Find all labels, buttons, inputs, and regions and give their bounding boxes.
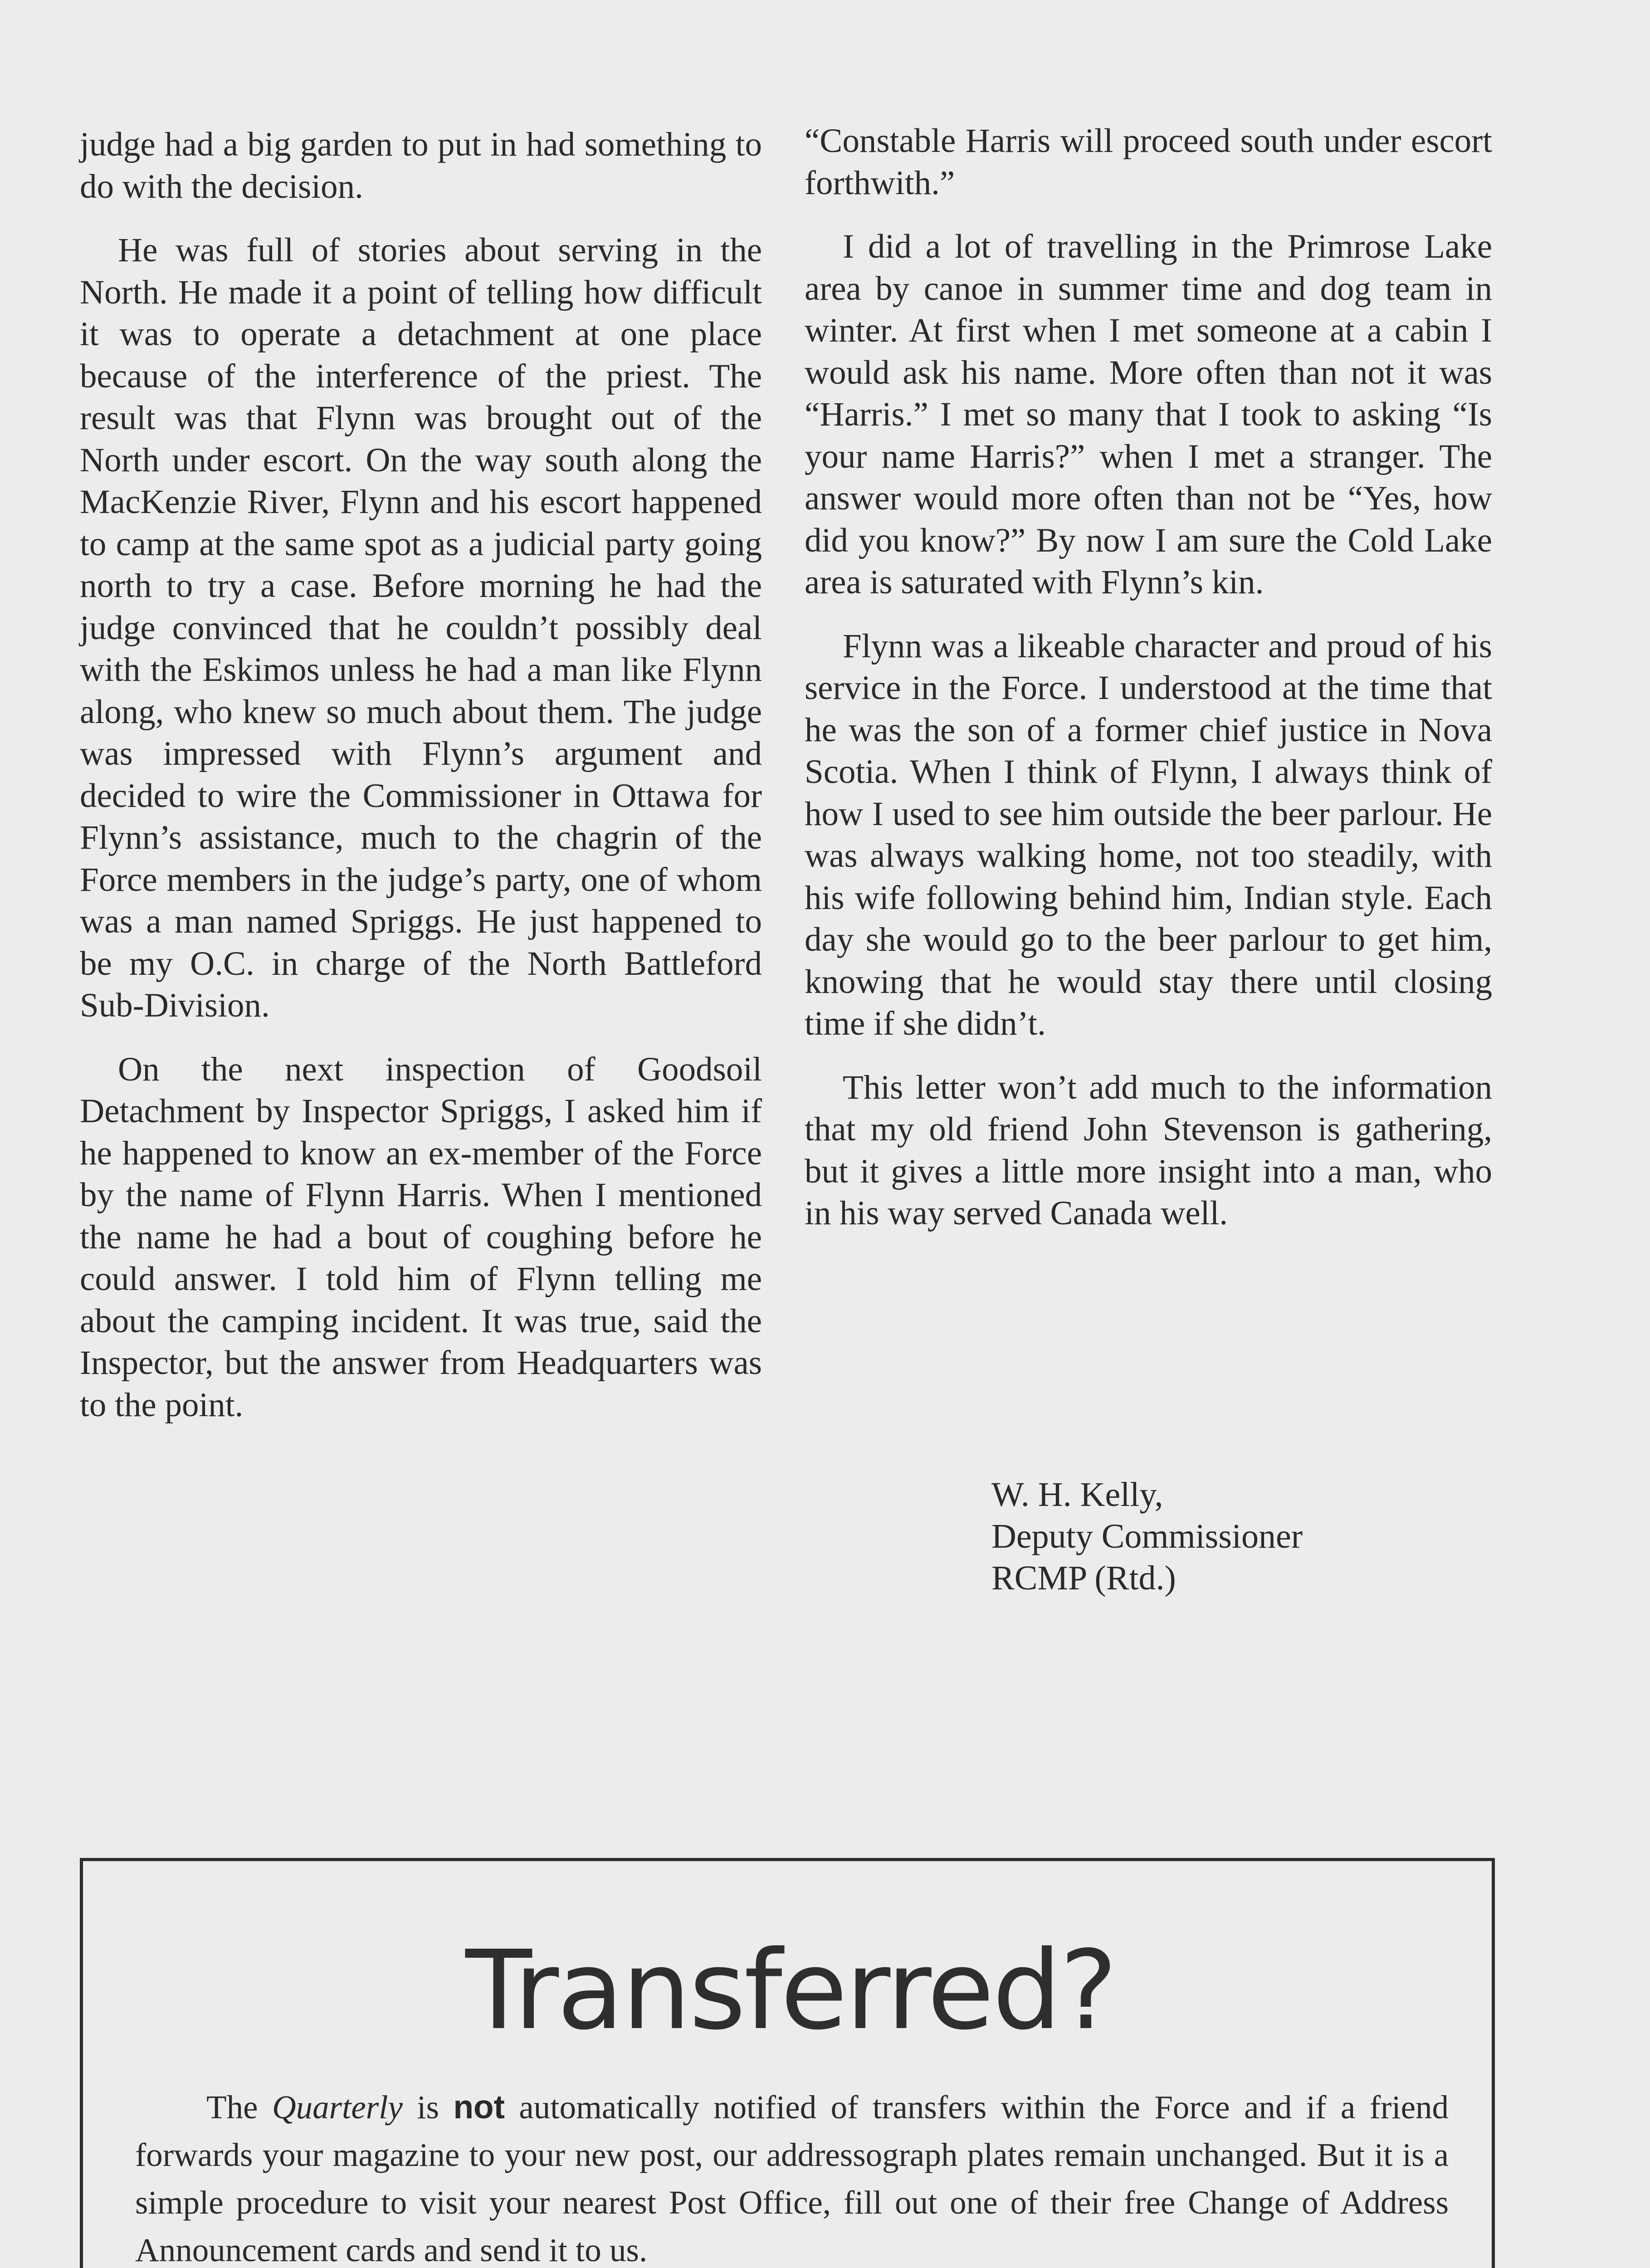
notice-text [135,2083,1449,2268]
right-column [805,120,1492,1256]
notice-text-start: The [206,2089,272,2126]
magazine-name: Quarterly [272,2089,403,2126]
notice-title: Transferred? [465,1927,1116,2054]
paragraph: On the next inspection of Goodsoil Detachment by Inspector Spriggs, I asked him if he happened to know an ex-member of the Force by the name of Flynn Harris. When I mentioned the name he had a bout of coughing before he could answer. I told him of Flynn telling me about the camping incident. It was true, said the Inspector, but the answer from Headquarters was to the point. [80,1050,762,1424]
signature-title: Deputy Commissioner [991,1517,1303,1555]
notice-text-connector: is [402,2089,454,2126]
paragraph: This letter won’t add much to the information that my old friend John Stevenson is gathering, but it gives a little more insight into a man, who in his way served Canada well. [805,1068,1492,1232]
emphasis-not: not [453,2089,505,2126]
transfer-notice-box [80,1858,1495,2268]
left-column [80,124,762,1448]
signature-affiliation: RCMP (Rtd.) [991,1559,1176,1597]
notice-text-rest: automatically notified of transfers within the Force and if a friend forwards your magazine to your new post, our addressograph plates remain unchanged. But it is a simple procedure to visit your nearest Post Office, fill out one of their free Change of Address Announcement cards and send it to us. [135,2089,1449,2268]
signature-name: W. H. Kelly, [991,1476,1163,1514]
paragraph: He was full of stories about serving in the North. He made it a point of telling how difficult it was to operate a detachment at one place because of the interference of the priest. The result was that Flynn was brought out of the North under escort. On the way south along the MacKenzie River, Flynn and his escort happened to camp at the same spot as a judicial party going north to try a case. Before morning he had the judge convinced that he couldn’t possibly deal with the Eskimos unless he had a man like Flynn along, who knew so much about them. The judge was impressed with Flynn’s argument and decided to wire the Commissioner in Ottawa for Flynn’s assistance, much to the chagrin of the Force members in the judge’s party, one of whom was a man named Spriggs. He just happened to be my O.C. in charge of the North Battleford Sub-Division. [80,231,762,1024]
paragraph: judge had a big garden to put in had something to do with the decision. [80,126,762,205]
paragraph: Flynn was a likeable character and proud of his service in the Force. I understood at the time that he was the son of a former chief justice in Nova Scotia. When I think of Flynn, I always think of how I used to see him outside the beer parlour. He was always walking home, not too steadily, with his wife following behind him, Indian style. Each day she would go to the beer parlour to get him, knowing that he would stay there until closing time if she didn’t. [805,627,1492,1042]
paragraph: I did a lot of travelling in the Primrose Lake area by canoe in summer time and dog team in winter. At first when I met someone at a cabin I would ask his name. More often than not it was “Harris.” I met so many that I took to asking “Is your name Harris?” when I met a stranger. The answer would more often than not be “Yes, how did you know?” By now I am sure the Cold Lake area is saturated with Flynn’s kin. [805,228,1492,601]
paragraph: “Constable Harris will proceed south under escort forthwith.” [805,122,1492,202]
letter-signature [991,1474,1303,1599]
